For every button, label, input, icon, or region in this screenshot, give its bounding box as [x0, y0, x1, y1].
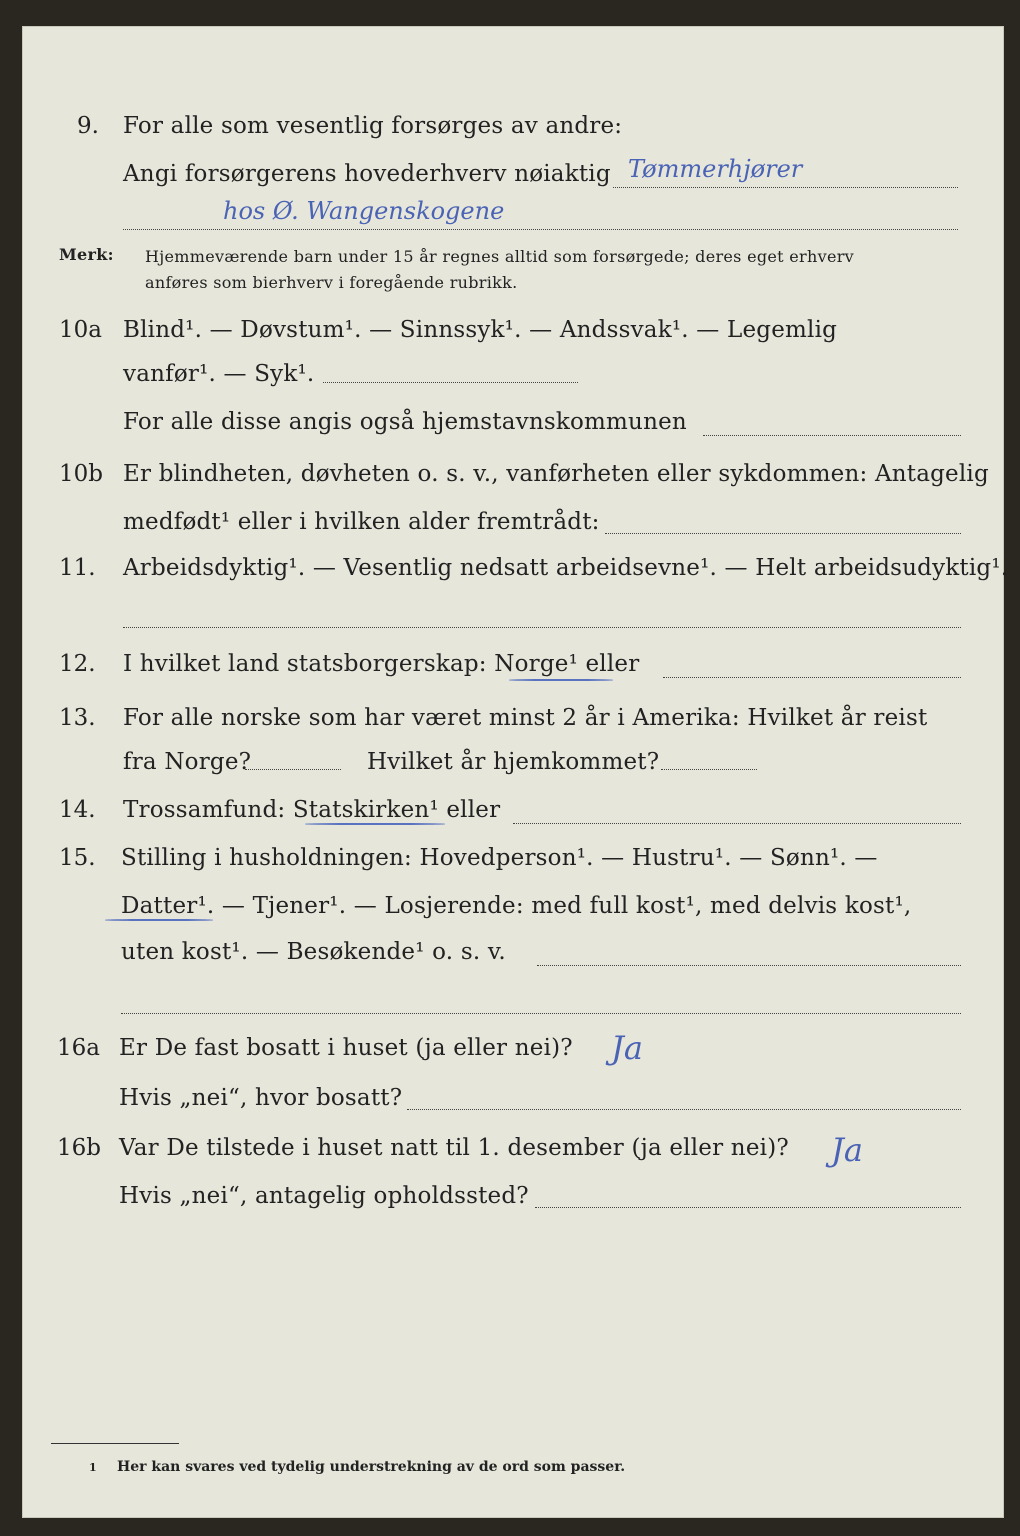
q13-hjemkommet-line	[661, 769, 757, 770]
q12-line1: I hvilket land statsborgerskap: Norge¹ eller	[123, 651, 640, 677]
q14-line1: Trossamfund: Statskirken¹ eller	[123, 797, 501, 823]
q15-number: 15.	[59, 845, 96, 871]
merk-line1: Hjemmeværende barn under 15 år regnes alltid som forsørgede; deres eget erhverv	[145, 247, 854, 266]
q11-number: 11.	[59, 555, 96, 581]
q11-answer-line	[123, 627, 961, 628]
q10a-line2: vanfør¹. — Syk¹.	[123, 361, 315, 387]
q16a-handwritten-answer: Ja	[611, 1029, 643, 1067]
footnote-rule	[51, 1443, 179, 1444]
q16a-line1: Er De fast bosatt i huset (ja eller nei)?	[119, 1035, 573, 1061]
q9-line1: For alle som vesentlig forsørges av andre:	[123, 113, 623, 139]
q16b-handwritten-answer: Ja	[831, 1131, 863, 1169]
footnote-text: Her kan svares ved tydelig understrekning av de ord som passer.	[117, 1459, 626, 1475]
q15-answer-line2	[121, 1013, 961, 1014]
q10a-line3: For alle disse angis også hjemstavnskommunen	[123, 409, 687, 435]
q9-handwritten-answer2: hos Ø. Wangenskogene	[223, 197, 505, 225]
q9-answer-line1	[613, 187, 958, 188]
q9-line2: Angi forsørgerens hovederhverv nøiaktig	[123, 161, 611, 187]
q13-line1: For alle norske som har været minst 2 år i Amerika: Hvilket år reist	[123, 705, 928, 731]
q13-line2b: Hvilket år hjemkommet?	[367, 749, 660, 775]
q15-line3: uten kost¹. — Besøkende¹ o. s. v.	[121, 939, 506, 965]
q9-number: 9.	[77, 113, 99, 139]
q16a-answer-line	[407, 1109, 961, 1110]
q16b-number: 16b	[57, 1135, 101, 1161]
q16b-answer-line	[535, 1207, 961, 1208]
q13-reist-line	[245, 769, 341, 770]
q10a-kommune-line	[703, 435, 961, 436]
merk-line2: anføres som bierhverv i foregående rubrikk.	[145, 273, 518, 292]
q12-norge-underline	[509, 679, 613, 681]
q14-statskirken-underline	[305, 823, 445, 825]
census-form-page	[22, 26, 1009, 1518]
q10b-answer-line	[605, 533, 961, 534]
q15-datter-underline	[105, 919, 213, 921]
q16b-line2: Hvis „nei“, antagelig opholdssted?	[119, 1183, 529, 1209]
q10a-line1: Blind¹. — Døvstum¹. — Sinnssyk¹. — Andssvak¹. — Legemlig	[123, 317, 838, 343]
q16a-line2: Hvis „nei“, hvor bosatt?	[119, 1085, 403, 1111]
q10b-number: 10b	[59, 461, 103, 487]
q16b-line1: Var De tilstede i huset natt til 1. desember (ja eller nei)?	[119, 1135, 789, 1161]
q10a-number: 10a	[59, 317, 102, 343]
q12-answer-line	[663, 677, 961, 678]
q11-line1: Arbeidsdyktig¹. — Vesentlig nedsatt arbeidsevne¹. — Helt arbeidsudyktig¹.	[123, 555, 1009, 581]
q10a-answer-line	[323, 382, 578, 383]
q9-answer-line2	[123, 229, 958, 230]
q14-number: 14.	[59, 797, 96, 823]
q12-number: 12.	[59, 651, 96, 677]
q14-answer-line	[513, 823, 961, 824]
q10b-line2: medfødt¹ eller i hvilken alder fremtrådt:	[123, 509, 600, 535]
q15-line1: Stilling i husholdningen: Hovedperson¹. — Hustru¹. — Sønn¹. —	[121, 845, 878, 871]
q15-answer-line1	[537, 965, 961, 966]
q16a-number: 16a	[57, 1035, 100, 1061]
footnote-mark: 1	[89, 1461, 97, 1474]
q15-line2: Datter¹. — Tjener¹. — Losjerende: med full kost¹, med delvis kost¹,	[121, 893, 912, 919]
merk-label: Merk:	[59, 245, 114, 264]
q10b-line1: Er blindheten, døvheten o. s. v., vanførheten eller sykdommen: Antagelig	[123, 461, 989, 487]
q13-line2a: fra Norge?	[123, 749, 252, 775]
q9-handwritten-answer1: Tømmerhjører	[628, 155, 803, 183]
q13-number: 13.	[59, 705, 96, 731]
